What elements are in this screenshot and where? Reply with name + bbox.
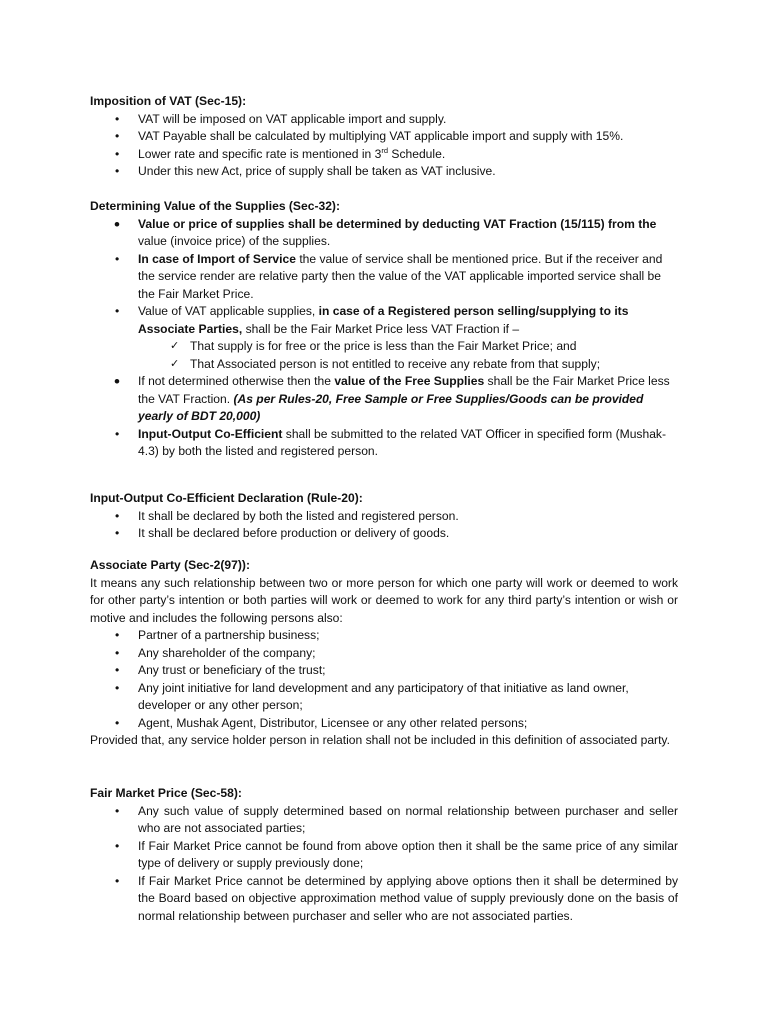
list-item: • Partner of a partnership business; [90, 627, 678, 645]
item-text: the value of service shall be mentioned price. But if the receiver and the service render are relative party then the value of the VAT applicable imported service shall be the Fair Market Price. [138, 251, 663, 301]
section-heading: Associate Party (Sec-2(97)): [90, 558, 250, 572]
list-item: • VAT Payable shall be calculated by multiplying VAT applicable import and supply with 15%. [90, 128, 678, 146]
bold-text: In case of Import of Service [138, 251, 296, 266]
item-text: value (invoice price) of the supplies. [138, 234, 331, 248]
checkmark-list [90, 338, 678, 373]
list-item [90, 146, 678, 164]
item-text: If not determined otherwise then the [138, 374, 335, 388]
bullet-list [90, 216, 678, 339]
list-item [90, 216, 678, 251]
superscript: rd [381, 145, 389, 155]
bold-text: in case of a Registered person selling/supplying to its Associate Parties, [138, 304, 629, 336]
bold-text: Input-Output Co-Efficient [138, 426, 283, 441]
list-item [90, 426, 678, 461]
item-text: shall be the Fair Market Price less the VAT Fraction. [138, 374, 670, 406]
intro-paragraph: It means any such relationship between two or more person for which one party will work or deemed to work for other party’s intention or both parties will work or deemed to work for any third party’s intention or wish or motive and includes the following persons also: [90, 575, 678, 625]
section-heading: Fair Market Price (Sec-58): [90, 786, 242, 800]
list-item: • VAT will be imposed on VAT applicable import and supply. [90, 111, 678, 129]
list-item [90, 303, 678, 338]
section-heading: Determining Value of the Supplies (Sec-32): [90, 199, 340, 213]
list-item: • Any trust or beneficiary of the trust; [90, 662, 678, 680]
list-item: • Agent, Mushak Agent, Distributor, Licensee or any other related persons; [90, 715, 678, 733]
checkmark-item: ✓ That supply is for free or the price is less than the Fair Market Price; and [90, 338, 678, 356]
item-text: Lower rate and specific rate is mentioned in 3 [138, 146, 382, 161]
item-text: Schedule. [388, 146, 446, 161]
list-item [90, 251, 678, 304]
bold-italic-note: (As per Rules-20, Free Sample or Free Supplies/Goods can be provided yearly of BDT 20,000) [138, 391, 644, 423]
section-heading: Input-Output Co-Efficient Declaration (Rule-20): [90, 491, 363, 505]
section-input-output-declaration [90, 490, 678, 543]
section-associate-party [90, 557, 678, 750]
list-item: • Under this new Act, price of supply shall be taken as VAT inclusive. [90, 163, 678, 181]
list-item: • It shall be declared before production or delivery of goods. [90, 525, 678, 543]
bold-text: value of the Free Supplies [334, 374, 485, 388]
list-item: • Any such value of supply determined based on normal relationship between purchaser and seller who are not associated parties; [90, 803, 678, 838]
checkmark-item: ✓ That Associated person is not entitled to receive any rebate from that supply; [90, 356, 678, 374]
section-heading: Imposition of VAT (Sec-15): [90, 94, 247, 108]
section-determining-value [90, 198, 678, 461]
section-fair-market-price [90, 785, 678, 925]
item-text: Value of VAT applicable supplies, [138, 304, 319, 318]
list-item: • If Fair Market Price cannot be determined by applying above options then it shall be determined by the Board based on objective approximation method value of supply previously done on the basis of normal relationship between purchaser and seller who are not associated parties. [90, 873, 678, 926]
item-text: shall be the Fair Market Price less VAT Fraction if – [242, 321, 520, 336]
bullet-list [90, 627, 678, 732]
list-item: • It shall be declared by both the listed and registered person. [90, 508, 678, 526]
item-text: shall be submitted to the related VAT Officer in specified form (Mushak-4.3) by both the listed and registered person. [138, 426, 667, 458]
bullet-list [90, 373, 678, 461]
list-item [90, 373, 678, 426]
bullet-list [90, 803, 678, 926]
list-item: • Any shareholder of the company; [90, 645, 678, 663]
bullet-list [90, 508, 678, 543]
section-imposition-of-vat [90, 93, 678, 181]
bullet-list [90, 111, 678, 181]
bold-text: Value or price of supplies shall be determined by deducting VAT Fraction (15/115) from the [138, 216, 657, 231]
list-item: • If Fair Market Price cannot be found from above option then it shall be the same price of any similar type of delivery or supply previously done; [90, 838, 678, 873]
list-item: • Any joint initiative for land development and any participatory of that initiative as land owner, developer or any other person; [90, 680, 678, 715]
closing-paragraph: Provided that, any service holder person in relation shall not be included in this definition of associated party. [90, 733, 670, 747]
